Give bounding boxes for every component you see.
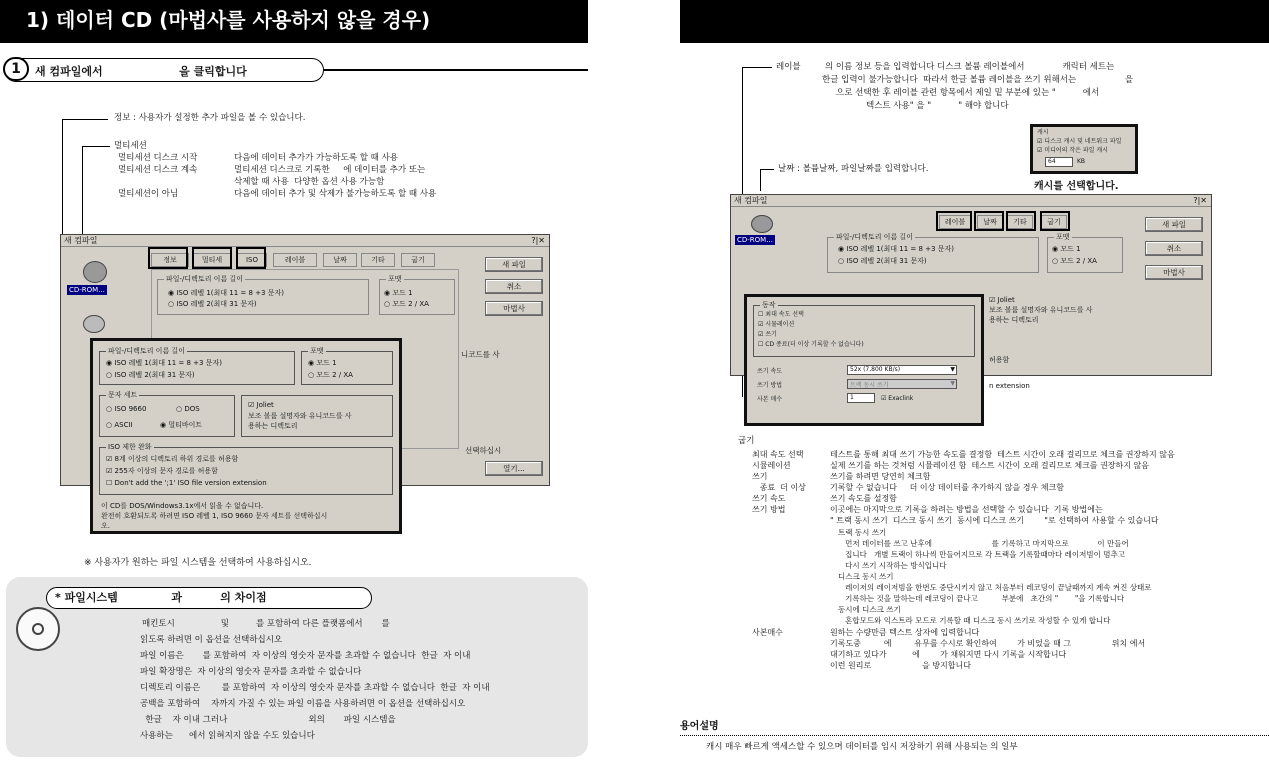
max-speed-checkbox[interactable]: ☐ 최대 속도 선택 — [758, 311, 804, 318]
action-group-label: 동작 — [762, 301, 776, 309]
info-description: 정보 : 사용자가 설정한 추가 파일을 볼 수 있습니다. — [114, 113, 306, 123]
joliet-desc: 보조 볼륨 설명자와 유니코드를 사 — [248, 412, 352, 420]
tab-highlight — [236, 247, 266, 269]
label-line: 레이블 의 이름 정보 등을 입력합니다 디스크 볼륨 레이블에서 캐릭터 세트는 — [776, 62, 1115, 72]
tip-line: 파일 확장명은 자 이상의 영숫자 문자를 초과할 수 없습니다 — [140, 667, 362, 677]
burn-value: 기록할 수 없습니다 더 이상 데이터를 추가하지 않을 경우 체크함 — [830, 483, 1064, 492]
new-file-button[interactable]: 새 파일 — [1145, 217, 1203, 232]
relax2-label: 255자 이상의 문자 경로를 허용함 — [114, 467, 218, 475]
dialog-tab[interactable]: ISO — [237, 253, 267, 267]
cd-icon-2 — [83, 315, 105, 333]
compat-note: 오. — [101, 522, 110, 530]
tip-box — [6, 577, 588, 757]
right-page-header — [680, 0, 1269, 40]
multisession-value: 다음에 데이터 추가가 가능하도록 할 때 사용 — [234, 153, 399, 163]
tip-line: 사용하는 에서 읽혀지지 않을 수도 있습니다 — [140, 731, 315, 741]
bg-group-label: 파일-/디렉토리 이름 길이 — [836, 233, 913, 241]
copies-value: 이런 원리로 을 방지합니다 — [830, 661, 971, 670]
dialog-titlebar — [61, 235, 549, 247]
burn-key: 시뮬레이션 — [752, 461, 791, 470]
ascii-label: ASCII — [114, 421, 133, 429]
copies-value: 기록도중 에 유무를 수시로 확인하여 가 비었을 때 그 위치 에서 — [830, 639, 1146, 648]
tab-highlight — [1040, 211, 1070, 231]
tip-line: 파일 이름은 를 포함하여 자 이상의 영숫자 문자를 초과할 수 없습니다 한글 자 이내 — [140, 651, 471, 661]
burn-key: 쓰기 방법 — [752, 505, 786, 514]
bg-mode2-label: 모드 2 / XA — [1060, 257, 1097, 265]
step-number-badge: 1 — [3, 57, 29, 81]
burn-value: 이곳에는 마지막으로 기록을 하려는 방법을 선택할 수 있습니다 기록 방법에는 — [830, 505, 1103, 514]
speed-value: 52x (7,800 KB/s) — [850, 366, 901, 373]
method-label: 쓰기 방법 — [757, 382, 783, 389]
charset-group — [99, 391, 235, 437]
tab-highlight — [936, 211, 972, 231]
leader-line — [62, 119, 63, 247]
bg-mode1[interactable]: ◉ 모드 1 — [1052, 245, 1081, 253]
bg-mode2[interactable]: ○ 모드 2 / XA — [384, 300, 429, 308]
burn-value: 쓰기를 하려면 당연히 체크함 — [830, 472, 931, 481]
exaclink-checkbox[interactable]: ☑ Exaclink — [881, 395, 914, 402]
cache-description: 캐시를 선택합니다. — [1034, 181, 1119, 192]
bg-format-group — [379, 275, 455, 315]
action-group — [753, 301, 975, 357]
bg-group-label: 파일-/디렉토리 이름 길이 — [166, 275, 243, 283]
cd-mascot-icon — [16, 607, 60, 651]
burn-value: 실제 쓰기를 하는 것처럼 시뮬레이션 함 테스트 시간이 오래 걸리므로 체크를 권장하지 않음 — [830, 461, 1149, 470]
burn-sub-line: 먼저 데이터를 쓰고 난후에 를 기록하고 마지막으로 이 만들어 — [838, 539, 1129, 548]
copies-key: 사본매수 — [752, 628, 783, 637]
burn-sub-line: 디스크 동시 쓰기 — [838, 572, 894, 581]
relax-depth-checkbox[interactable]: ☑ 8계 이상의 디렉토리 하위 경로를 허용함 — [106, 455, 239, 463]
cache-unit: KB — [1077, 158, 1086, 165]
relax3-label: Don't add the ';1' ISO file version extension — [114, 479, 267, 487]
step-heading — [4, 58, 324, 82]
multibyte-radio[interactable]: ◉ 멀티바이트 — [160, 421, 203, 429]
iso-level1-radio[interactable]: ◉ ISO 레벨 1(최대 11 = 8 +3 문자) — [106, 359, 222, 367]
cd-rom-label[interactable]: CD-ROM... — [69, 286, 105, 294]
bg-ext: n extension — [989, 382, 1030, 390]
multisession-title: 멀티세션 — [114, 141, 147, 151]
cache-c2-label: 미디어의 작은 파일 캐시 — [1044, 147, 1108, 154]
copies-label: 사본 매수 — [757, 396, 783, 403]
bg-joliet-label: Joliet — [997, 296, 1015, 304]
iso-level2-radio[interactable]: ○ ISO 레벨 2(최대 31 문자) — [106, 371, 195, 379]
exaclink-label: Exaclink — [888, 395, 914, 402]
right-title-rule — [680, 40, 1269, 43]
cd-icon — [83, 261, 107, 283]
burn-sub-line: 레이저의 레이저빔을 한번도 중단시키지 않고 처음부터 레코딩이 끝날때까지 계속 켜진 상태로 — [838, 583, 1152, 592]
bg-opt-l2[interactable]: ○ ISO 레벨 2(최대 31 문자) — [838, 257, 927, 265]
tip-line: 한글 자 이내 그러나 외의 파일 시스템을 — [140, 715, 396, 725]
multisession-key: 멀티세션 디스크 계속 — [118, 165, 198, 175]
footnote: ※ 사용자가 원하는 파일 시스템을 선택하여 사용하십시오. — [84, 558, 312, 568]
tip-line: 매킨토시 및 를 포함하여 다른 플랫폼에서 를 — [142, 619, 390, 629]
burn-key: 최대 속도 선택 — [752, 450, 804, 459]
mode2-radio[interactable]: ○ 모드 2 / XA — [308, 371, 353, 379]
b1-label: 최대 속도 선택 — [765, 311, 804, 318]
iso-level2-label: ISO 레벨 2(최대 31 문자) — [114, 371, 195, 379]
burn-sub-line: 다시 쓰기 시작하는 방식입니다 — [838, 561, 947, 570]
dos-label: DOS — [184, 405, 200, 413]
joliet-group — [241, 395, 393, 437]
leader-line — [760, 169, 761, 191]
relax1-label: 8계 이상의 디렉토리 하위 경로를 허용함 — [114, 455, 239, 463]
leader-line — [62, 119, 108, 120]
cache-small-checkbox[interactable]: ☑ 미디어의 작은 파일 캐시 — [1037, 147, 1108, 154]
date-description: 날짜 : 볼륨날짜, 파일날짜를 입력합니다. — [778, 164, 929, 174]
filename-group-label: 파일-/디렉토리 이름 길이 — [108, 347, 185, 355]
multibyte-label: 멀티바이트 — [168, 421, 203, 429]
bg-format-label: 포맷 — [1056, 233, 1070, 241]
burn-value: 쓰기 속도를 설정함 — [830, 494, 897, 503]
dialog-tab[interactable]: 날짜 — [977, 215, 1003, 229]
bg-fragment: 니코드를 사 — [461, 350, 500, 359]
leader-line — [760, 169, 774, 170]
b3-label: 쓰기 — [765, 331, 777, 338]
relax-group-label: ISO 제한 완화 — [108, 443, 152, 451]
wizard-button[interactable]: 마법사 — [1145, 265, 1203, 280]
burn-zoom-panel — [744, 294, 984, 426]
iso9660-label: ISO 9660 — [114, 405, 147, 413]
bg-mode1[interactable]: ◉ 모드 1 — [384, 289, 413, 297]
multisession-value: 멀티세션 디스크로 기록한 에 데이터를 추가 또는 — [234, 165, 426, 175]
left-page-title: 1) 데이터 CD (마법사를 사용하지 않을 경우) — [0, 0, 588, 40]
bg-filename-group — [827, 233, 1039, 273]
bg-opt-l2[interactable]: ○ ISO 레벨 2(최대 31 문자) — [168, 300, 257, 308]
copies-value: 대기하고 있다가 에 가 채워지면 다시 기록을 시작합니다 — [830, 650, 1067, 659]
write-checkbox[interactable]: ☑ 쓰기 — [758, 331, 777, 338]
label-line: 으로 선택한 후 레이블 관련 항목에서 제일 밑 부분에 있는 " 에서 — [836, 88, 1100, 98]
compat-note: 이 CD를 DOS/Windows3.1x에서 읽을 수 없습니다. — [101, 502, 264, 510]
bg-opt-l1[interactable]: ◉ ISO 레벨 1(최대 11 = 8 +3 문자) — [838, 245, 954, 253]
burn-title: 굽기 — [738, 436, 755, 446]
tab-highlight — [974, 211, 1004, 231]
bg-filename-group — [157, 275, 369, 315]
iso-level1-label: ISO 레벨 1(최대 11 = 8 +3 문자) — [114, 359, 222, 367]
simulation-checkbox[interactable]: ☑ 시뮬레이션 — [758, 321, 795, 328]
burn-sub-line: 트랙 동시 쓰기 — [838, 528, 887, 537]
multisession-key: 멀티세션 디스크 시작 — [118, 153, 198, 163]
multisession-value: 삭제할 때 사용 다양한 옵션 사용 가능함 — [234, 177, 385, 187]
bg-opt-l2-label: ISO 레벨 2(최대 31 문자) — [176, 300, 257, 308]
cache-size-input[interactable]: 64 — [1045, 157, 1073, 167]
bg-opt-l2-label: ISO 레벨 2(최대 31 문자) — [846, 257, 927, 265]
dialog-titlebar — [731, 195, 1211, 207]
bg-mode1-label: 모드 1 — [1060, 245, 1081, 253]
copies-value: 원하는 수량만큼 텍스트 상자에 입력합니다 — [830, 628, 980, 637]
bg-mode2[interactable]: ○ 모드 2 / XA — [1052, 257, 1097, 265]
bg-joliet-desc: 보조 볼륨 설명자와 유니코드를 사 — [989, 306, 1093, 314]
dialog-tab[interactable]: 굽기 — [1041, 215, 1067, 229]
compat-note: 완전히 호환되도록 하려면 ISO 레벨 1, ISO 9660 문자 세트를 선택하십시 — [101, 512, 328, 520]
mode2-label: 모드 2 / XA — [316, 371, 353, 379]
bg-mode2-label: 모드 2 / XA — [392, 300, 429, 308]
relax-length-checkbox[interactable]: ☑ 255자 이상의 문자 경로를 허용함 — [106, 467, 218, 475]
burn-sub-line: 기록하는 것을 말하는데 레코딩이 끝나고 부분에 초간의 " "을 기록합니다 — [838, 594, 1125, 603]
cache-disk-checkbox[interactable]: ☑ 디스크 캐시 및 네트워크 파일 — [1037, 138, 1122, 145]
dialog-tab[interactable]: 정보 — [151, 253, 189, 267]
b2-label: 시뮬레이션 — [765, 321, 795, 328]
iso-relax-group — [99, 443, 393, 495]
burn-key: 쓰기 속도 — [752, 494, 786, 503]
format-group — [301, 347, 393, 385]
dialog-tab[interactable]: 멀티세 — [193, 253, 231, 267]
bg-allow: 허용함 — [989, 356, 1010, 364]
cache-box — [1030, 124, 1138, 174]
speed-label: 쓰기 속도 — [757, 368, 783, 375]
burn-sub-line: 혼합모드와 익스트라 모드로 기록할 때 디스크 동시 쓰기로 작성할 수 있게 합니다 — [838, 616, 1111, 625]
burn-key: 쓰기 — [752, 472, 768, 481]
leader-line — [742, 67, 772, 68]
bg-joliet[interactable]: ☑ Joliet — [989, 296, 1015, 304]
left-title-rule — [0, 40, 588, 43]
glossary-rule — [680, 735, 1269, 736]
bg-opt-l1-label: ISO 레벨 1(최대 11 = 8 +3 문자) — [176, 289, 284, 297]
bg-opt-l1[interactable]: ◉ ISO 레벨 1(최대 11 = 8 +3 문자) — [168, 289, 284, 297]
burn-key: 종료 더 이상 — [752, 483, 806, 492]
dialog-tab[interactable]: 기타 — [1007, 215, 1033, 229]
copies-input[interactable]: 1 — [847, 393, 875, 403]
cancel-button[interactable]: 취소 — [1145, 241, 1203, 256]
label-line: 텍스트 사용" 을 " " 해야 합니다 — [866, 101, 1009, 111]
method-select[interactable] — [847, 379, 957, 389]
cache-title: 캐시 — [1037, 129, 1049, 136]
dos-radio[interactable]: ○ DOS — [176, 405, 200, 413]
charset-group-label: 문자 세트 — [108, 391, 138, 399]
iso-zoom-panel — [90, 338, 402, 534]
tip-line: 읽도록 하려면 이 옵션을 선택하십시오 — [140, 635, 283, 645]
dialog-title: 새 컴파일 — [64, 236, 98, 245]
dialog-tab[interactable]: 기타 — [361, 253, 395, 267]
burn-sub-line: 동시에 디스크 쓰기 — [838, 605, 901, 614]
new-file-button[interactable]: 새 파일 — [485, 257, 543, 272]
help-close-icon[interactable]: ?|✕ — [531, 236, 545, 245]
cancel-button[interactable]: 취소 — [485, 279, 543, 294]
joliet-checkbox[interactable]: ☑ Joliet — [248, 401, 274, 409]
tip-title: * 파일시스템 과 의 차이점 — [46, 587, 372, 609]
burn-value: " 트랙 동시 쓰기 디스크 동시 쓰기 동시에 디스크 쓰기 "로 선택하여 사용할 수 있습니다 — [830, 516, 1159, 525]
joliet-label: Joliet — [256, 401, 274, 409]
label-line: 한글 입력이 불가능합니다 따라서 한글 볼륨 레이블을 쓰기 위해서는 을 — [822, 75, 1134, 85]
format-group-label: 포맷 — [310, 347, 324, 355]
wizard-button[interactable]: 마법사 — [485, 301, 543, 316]
burn-value: 테스트를 통해 최대 쓰기 가능한 속도를 결정함 테스트 시간이 오래 걸리므로 체크를 권장하지 않음 — [830, 450, 1175, 459]
cd-icon — [751, 215, 773, 233]
cd-rom-label[interactable]: CD-ROM... — [737, 236, 773, 244]
tab-highlight — [148, 247, 188, 269]
method-value: 트랙 동시 쓰기 — [850, 382, 889, 389]
dialog-title: 새 컴파일 — [734, 196, 768, 205]
cache-c1-label: 디스크 캐시 및 네트워크 파일 — [1044, 138, 1122, 145]
bg-mode1-label: 모드 1 — [392, 289, 413, 297]
relax-version-checkbox[interactable]: ☐ Don't add the ';1' ISO file version extension — [106, 479, 267, 487]
mode1-label: 모드 1 — [316, 359, 337, 367]
dialog-tab[interactable]: 레이블 — [273, 253, 317, 267]
speed-select[interactable] — [847, 365, 957, 375]
help-close-icon[interactable]: ?|✕ — [1193, 196, 1207, 205]
dialog-tab[interactable]: 레이블 — [939, 215, 971, 229]
leader-line — [82, 146, 83, 246]
bg-joliet-desc: 용하는 디렉토리 — [989, 316, 1039, 324]
multisession-value: 다음에 데이터 추가 및 삭제가 불가능하도록 할 때 사용 — [234, 189, 437, 199]
bg-format-group — [1047, 233, 1123, 273]
tab-highlight — [1006, 211, 1036, 231]
bg-format-label: 포맷 — [388, 275, 402, 283]
bg-fragment: 선택하십시 — [465, 446, 502, 455]
filename-length-group — [99, 347, 295, 385]
glossary-cache: 캐시 매우 빠르게 액세스할 수 있으며 데이터를 임시 저장하기 위해 사용되는 의 일부 — [706, 742, 1018, 752]
step-rule — [324, 69, 588, 71]
dialog-tab[interactable]: 굽기 — [401, 253, 435, 267]
step-text: 새 컴파일에서 을 클릭합니다 — [35, 65, 247, 78]
chevron-down-icon: ▼ — [950, 366, 955, 373]
chevron-down-icon: ▼ — [950, 380, 955, 387]
dialog-tab[interactable]: 날짜 — [323, 253, 357, 267]
burn-sub-line: 집니다 개별 트랙이 하나씩 만들어지므로 각 트랙을 기록할때마다 레이저빔이 멈추고 — [838, 550, 1125, 559]
tip-line: 디렉토리 이름은 를 포함하여 자 이상의 영숫자 문자를 초과할 수 없습니다 한글 자 이내 — [140, 683, 490, 693]
iso9660-radio[interactable]: ○ ISO 9660 — [106, 405, 147, 413]
multisession-key: 멀티세션이 아님 — [118, 189, 179, 199]
finalize-checkbox[interactable]: ☐ CD 종료(더 이상 기록할 수 없습니다) — [758, 341, 864, 348]
leader-line — [82, 146, 110, 147]
tab-highlight — [192, 247, 232, 269]
joliet-desc: 용하는 디렉토리 — [248, 422, 298, 430]
mode1-radio[interactable]: ◉ 모드 1 — [308, 359, 337, 367]
b4-label: CD 종료(더 이상 기록할 수 없습니다) — [765, 341, 864, 348]
ascii-radio[interactable]: ○ ASCII — [106, 421, 133, 429]
glossary-title: 용어설명 — [680, 721, 719, 732]
open-button[interactable]: 열기... — [485, 461, 543, 476]
bg-opt-l1-label: ISO 레벨 1(최대 11 = 8 +3 문자) — [846, 245, 954, 253]
tip-line: 공백을 포함하여 자까지 가질 수 있는 파일 이름을 사용하려면 이 옵션을 선택하십시오 — [140, 699, 466, 709]
